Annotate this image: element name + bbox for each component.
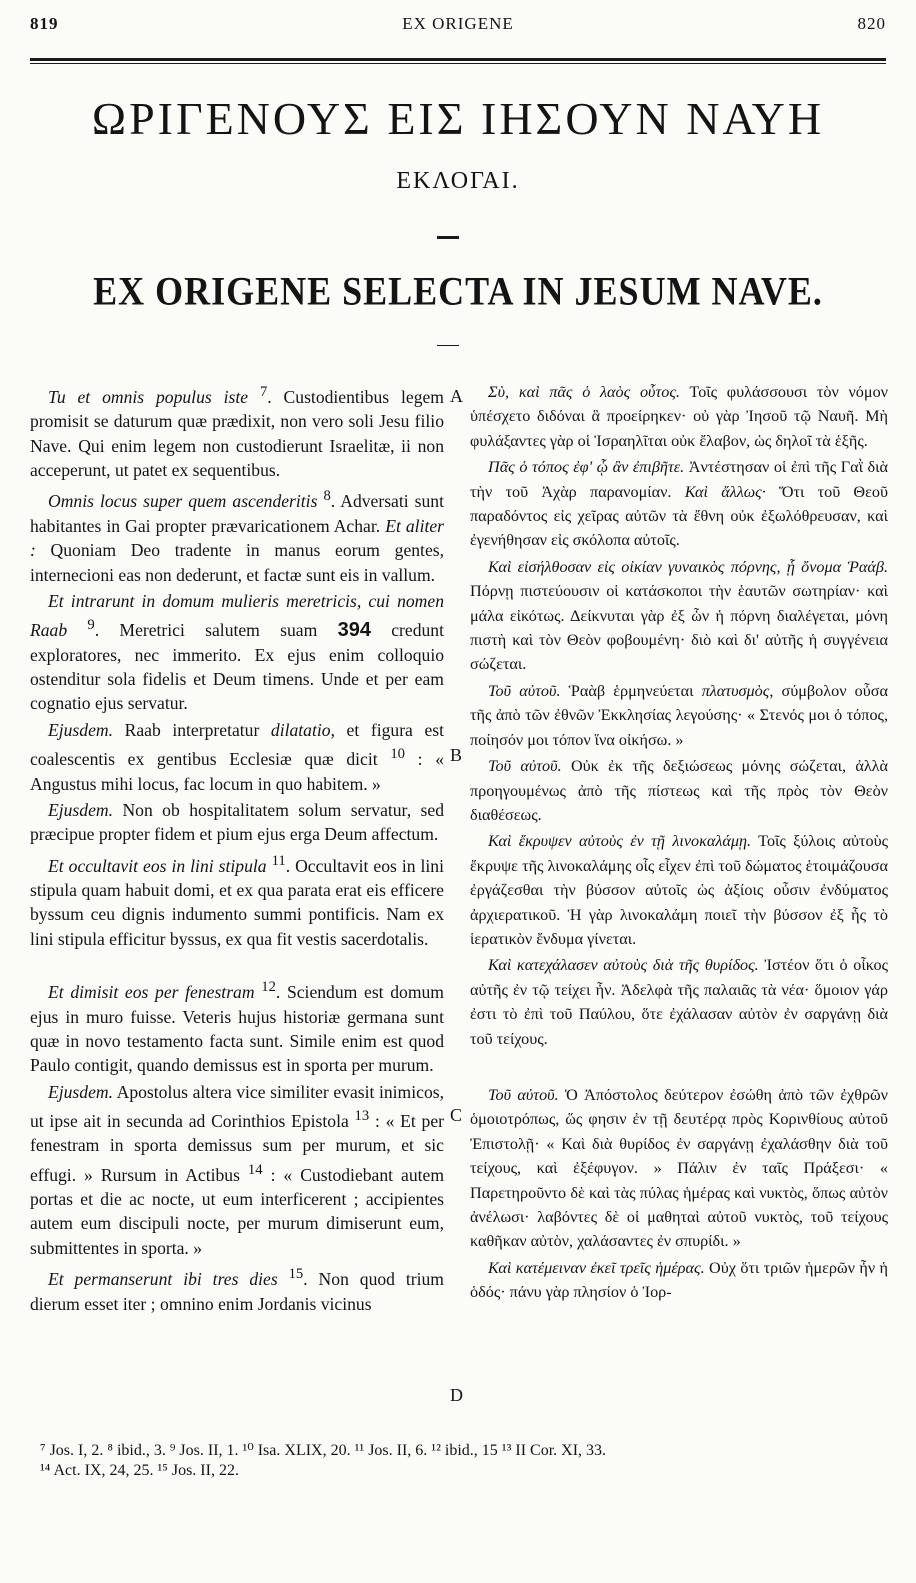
paragraph-text: Τοῖς φυλάσσουσι τὸν νόμον ὑπέσχετο διδόναι ἃ προείρηκεν· οὐ γὰρ Ἰησοῦ τῷ Ναυῆ. Μὴ φυλάξαντες γὰρ οἱ Ἰσραηλῖται οὐκ ἔλαβον, ὡς δηλοῖ τὰ ἑξῆς.: [470, 383, 888, 450]
page-number-left: 819: [30, 14, 59, 33]
paragraph-text: . Occultavit eos in lini stipula quam habuit domi, et ex qua parata erat eis efficere byssum ceu dignis indumento summi pontificis. Nam ex lini stipula efficitur byssus, ex qua fit vestis sacerdotalis.: [30, 855, 444, 949]
lemma: Τοῦ αὐτοῦ.: [488, 757, 562, 776]
lemma: Ejusdem.: [48, 719, 113, 740]
title-dash: [437, 236, 459, 239]
page-number-right: 820: [857, 14, 886, 33]
latin-paragraph: [30, 718, 444, 796]
note-ref: 15: [288, 1266, 304, 1283]
paragraph-text: Πόρνῃ πιστεύουσιν οἱ κατάσκοποι τὴν ἑαυτῶν σωτηρίαν· καὶ μάλα εἰκότως. Δείκνυται γὰρ ἐξ ὧν ἡ πόρνη διαλέγεται, μόνη πιστὴ καὶ τὸν Θεὸν φοβουμένη· διὸ καὶ δι' αὐτῆς ἡ συγγένεια σώζεται.: [470, 582, 888, 674]
header-rule-thick: [30, 58, 886, 61]
latin-paragraph: [30, 798, 444, 847]
greek-paragraph: [470, 380, 888, 453]
running-title: EX ORIGENE: [402, 14, 514, 33]
lemma: Ejusdem.: [48, 1081, 113, 1102]
lemma: Et intrarunt in domum mulieris meretricis, cui nomen Raab: [30, 590, 444, 641]
lemma: Τοῦ αὐτοῦ.: [488, 1085, 559, 1104]
paragraph-text: Οὐχ ὅτι τριῶν ἡμερῶν ἦν ἡ ὁδός· πάνυ γὰρ πλησίον ὁ Ἰορ-: [470, 1258, 888, 1302]
greek-paragraph: [470, 455, 888, 553]
greek-paragraph: [470, 829, 888, 951]
footnotes-line-1: ⁷ Jos. I, 2. ⁸ ibid., 3. ⁹ Jos. II, 1. ¹⁰ Isa. XLIX, 20. ¹¹ Jos. II, 6. ¹² ibid., 15 ¹³ II Cor. XI, 33.: [40, 1442, 607, 1459]
paragraph-text: : « Angustus mihi locus, fac locum in quo habitem. »: [30, 749, 444, 794]
lemma: Καὶ κατεχάλασεν αὐτοὺς διὰ τῆς θυρίδος.: [488, 956, 759, 975]
italic-word: dilatatio: [270, 719, 331, 740]
margin-letter-d: D: [450, 1385, 463, 1405]
lemma: Καὶ ἔκρυψεν αὐτοὺς ἐν τῇ λινοκαλάμῃ.: [488, 832, 752, 851]
footnotes-line-2: ¹⁴ Act. IX, 24, 25. ¹⁵ Jos. II, 22.: [40, 1462, 239, 1479]
latin-column: [30, 380, 444, 1318]
greek-column: [470, 380, 888, 1307]
note-ref: 8: [323, 488, 331, 505]
lemma: Τοῦ αὐτοῦ.: [488, 681, 561, 700]
paragraph-text: Ῥαὰβ ἑρμηνεύεται: [568, 681, 694, 700]
paragraph-text: . Adversati sunt habitantes in Gai propter prævaricationem Achar.: [30, 491, 444, 536]
paragraph-text: : « Et per fenestram in sporta demissus sum per murum, et sic effugi. » Rursum in Actibus: [30, 1110, 445, 1185]
latin-paragraph: [30, 380, 444, 482]
lemma: Ejusdem.: [48, 799, 113, 820]
paragraph-text: Ἀντέστησαν οἱ ἐπὶ τῆς Γαῒ διὰ τὴν τοῦ Ἀχὰρ παρανομίαν.: [470, 458, 888, 501]
running-header: [30, 14, 886, 44]
column-number: 394: [337, 619, 371, 642]
latin-title: EX ORIGENE SELECTA IN JESUM NAVE.: [93, 268, 823, 314]
paragraph-text: . Non quod trium dierum esset iter ; omnino enim Jordanis vicinus: [30, 1269, 444, 1314]
italic-word: πλατυσμὸς: [701, 681, 770, 700]
paragraph-text: , σύμβολον οὖσα τῆς ἀπὸ τῶν ἐθνῶν Ἐκκλησίας λεγούσης· « Στενός μοι ὁ τόπος, ποίησόν μοι τόπον ἵνα οἰκήσω. »: [470, 681, 888, 749]
note-ref: 7: [259, 384, 268, 400]
paragraph-text: : « Custodiebant autem portas et die ac nocte, ut eum interficerent ; accipientes autem eum discipuli nocte, per murum dimiserunt eum, submittentes in sporta. »: [30, 1164, 444, 1258]
lemma: Et permanserunt ibi tres dies: [48, 1269, 278, 1290]
latin-paragraph: [30, 1080, 444, 1261]
lemma: Et occultavit eos in lini stipula: [48, 855, 267, 876]
paragraph-text: . Sciendum est domum ejus in muro fuisse. Veteris hujus historiæ germana sunt quæ in novo testamento facta sunt. Simile enim est quod Paulo contigit, quando demissus est in sporta per murum.: [30, 982, 444, 1076]
lemma: Et dimisit eos per fenestram: [48, 982, 255, 1003]
lemma: Καὶ ἄλλως·: [684, 482, 766, 501]
margin-letter-b: B: [450, 745, 463, 765]
greek-paragraph: [470, 679, 888, 752]
paragraph-text: credunt exploratores, nec immerito. Ex ejus enim colloquio ostenditur sola fidelis et Deum timens. Unde et per eam cognatio ejus servatur.: [30, 620, 444, 714]
note-ref: 14: [247, 1161, 263, 1178]
greek-paragraph: [470, 555, 888, 677]
paragraph-text: , et figura est coalescentis ex gentibus Ecclesiæ quæ dicit: [30, 719, 445, 770]
latin-paragraph: [30, 975, 444, 1077]
lemma: Σὺ, καὶ πᾶς ὁ λαὸς οὗτος.: [488, 383, 680, 401]
greek-paragraph: [470, 953, 888, 1051]
note-ref: 10: [390, 746, 405, 763]
lemma: Tu et omnis populus iste: [48, 386, 249, 407]
section-dash: [437, 345, 459, 346]
latin-paragraph: [30, 849, 444, 951]
margin-letter-c: C: [450, 1105, 463, 1125]
paragraph-text: Οὐκ ἐκ τῆς δεξιώσεως μόνης σώζεται, ἀλλὰ προηγουμένως ἀπὸ τῆς πίστεως καὶ τῆς πρὸς τὸν Θεὸν διαθέσεως.: [470, 757, 888, 824]
greek-paragraph: [470, 1256, 888, 1305]
latin-paragraph: [30, 589, 444, 716]
paragraph-text: Ὁ Ἀπόστολος δεύτερον ἐσώθη ἀπὸ τῶν ἐχθρῶν ὁμοιοτρόπως, ὥς φησιν ἐν τῇ δευτέρᾳ πρὸς Κορινθίους αὐτοῦ Ἐπιστολῇ· « Καὶ διὰ θυρίδος ἐν σαργάνῃ ἐχαλάσθην διὰ τοῦ τείχους, καὶ ἐξέφυγον. » Πάλιν ἐν ταῖς Πράξεσι· « Παρετηροῦντο δὲ καὶ τὰς πύλας ἡμέρας καὶ νυκτὸς, ὅπως αὐτὸν ἀνέλωσι· λαβόντες δὲ οἱ μαθηταὶ αὐτοῦ νυκτὸς, τοῦ τείχους καθῆκαν αὐτὸν, χαλάσαντες ἐν σπυρίδι. »: [470, 1085, 888, 1251]
lemma: Καὶ εἰσήλθοσαν εἰς οἰκίαν γυναικὸς πόρνης, ᾗ ὄνομα Ῥαάβ.: [488, 557, 888, 576]
paragraph-text: Quoniam Deo tradente in manus eorum gentes, internecioni eas non dederunt, et factæ sunt eis in vallum.: [30, 540, 444, 585]
lemma: Καὶ κατέμειναν ἐκεῖ τρεῖς ἡμέρας.: [488, 1258, 705, 1277]
note-ref: 11: [271, 852, 286, 869]
paragraph-text: . Custodientibus legem promisit se daturum quæ prædixit, non vero soli Jesu filio Nave. Qui enim legem non custodierunt Israelitæ, ii non acceperunt, ut patet ex sequentibus.: [30, 386, 444, 481]
note-ref: 9: [87, 617, 95, 634]
latin-paragraph: [30, 484, 444, 586]
greek-paragraph: [470, 754, 888, 827]
header-rule-thin: [30, 63, 886, 64]
paragraph-text: Ὅτι τοῦ Θεοῦ παραδόντος εἰς χεῖρας αὐτῶν τὰ ἔθνη οὐκ ἐξωλόθρευσαν, καὶ ἐγενήθησαν εἰς σκόλοπα αὐτοῖς.: [470, 482, 889, 550]
lemma: Omnis locus super quem ascenderitis: [48, 491, 318, 512]
paragraph-text: . Meretrici salutem suam: [94, 620, 318, 641]
note-ref: 12: [261, 979, 276, 996]
margin-letter-a: A: [450, 386, 463, 406]
paragraph-text: Τοῖς ξύλοις αὐτοὺς ἔκρυψε τῆς λινοκαλάμης οἷς εἶχεν ἐπὶ τοῦ δώματος ἑτοιμάζουσα ἐργάζεσθαι τὴν βύσσον αὐτοῖς ὡς ἀξίοις οὖσιν ἐνδύματος ἀρχιερατικοῦ. Ἡ γὰρ λινοκαλάμη ποιεῖ τὴν βύσσον ἐξ ἧς τὸ ἱερατικὸν ἔνδυμα γίνεται.: [470, 832, 888, 948]
greek-paragraph: [470, 1083, 888, 1254]
latin-paragraph: [30, 1262, 444, 1316]
greek-title: ΩΡΙΓΕΝΟΥΣ ΕΙΣ ΙΗΣΟΥΝ ΝΑΥΗ: [91, 93, 825, 144]
lemma: Πᾶς ὁ τόπος ἐφ' ᾧ ἂν ἐπιβῆτε.: [488, 458, 685, 477]
paragraph-text: Apostolus altera vice similiter evasit inimicos, ut ipse ait in secunda ad Corinthios Epistola: [30, 1081, 444, 1131]
paragraph-text: Raab interpretatur: [124, 719, 260, 740]
paragraph-text: Ἰστέον ὅτι ὁ οἶκος αὐτῆς ἐν τῷ τείχει ἦν. Ἀδελφὰ τῆς παλαιᾶς τὰ νέα· ὅμοιον γάρ ἐστι τὸ ἐπὶ τοῦ Παύλου, ὅτε ἐχάλασαν αὐτὸν ἐν σαργάνῃ διὰ τοῦ τείχους.: [470, 956, 889, 1048]
note-ref: 13: [354, 1108, 370, 1125]
lemma: Et aliter :: [30, 515, 445, 561]
paragraph-text: Non ob hospitalitatem solum servatur, sed præcipue propter fidem et pium ejus erga Deum affectum.: [30, 799, 444, 845]
greek-subtitle: ΕΚΛΟΓΑΙ.: [396, 168, 520, 194]
